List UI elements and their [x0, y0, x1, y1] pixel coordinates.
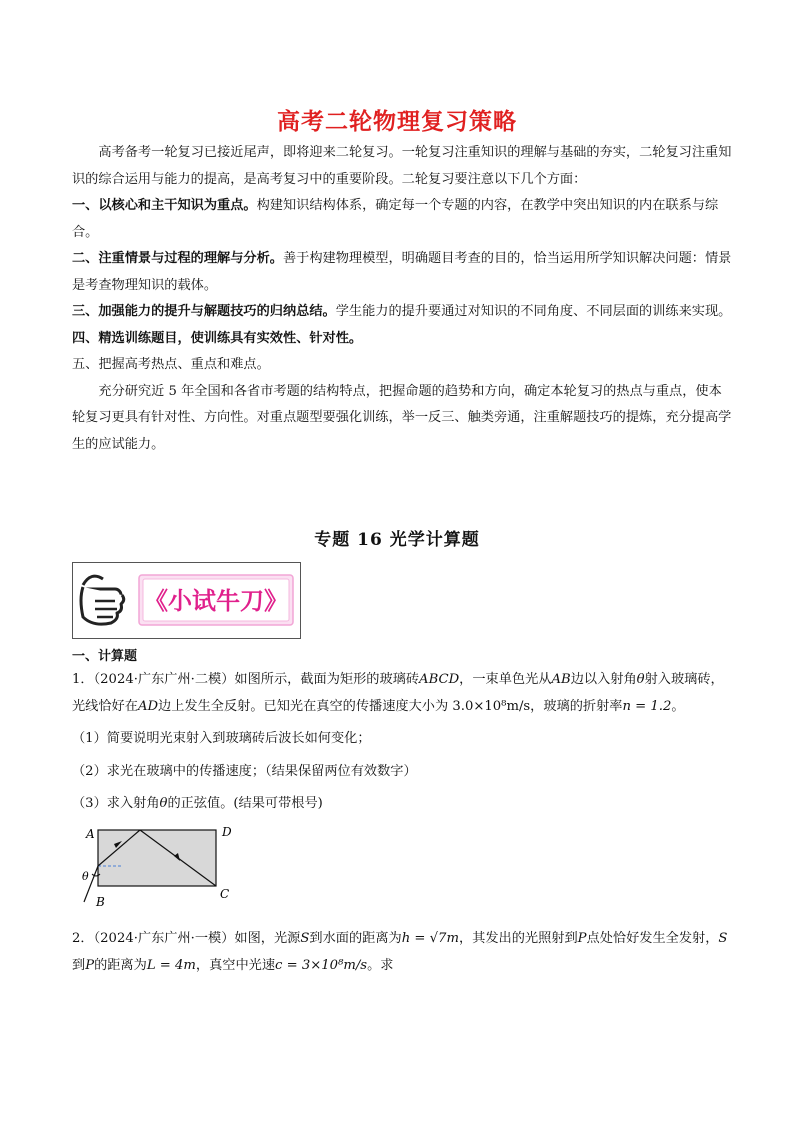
strategy-item-2: [72, 246, 732, 299]
q1-text-4: 射入玻璃砖，光线恰好在: [72, 672, 724, 714]
q1-math-ad: AD: [137, 698, 159, 714]
label-c: C: [220, 886, 230, 901]
q2-text-1: 2．（2024·广东广州·一模）如图，光源: [72, 931, 301, 946]
label-b: B: [96, 894, 105, 909]
q1-math-ab: AB: [551, 672, 571, 687]
q2-math-c: c = 3×10⁸m/s: [275, 957, 368, 973]
strategy-item-2-heading: 二、注重情景与过程的理解与分析。: [72, 251, 283, 266]
page-title: 高考二轮物理复习策略: [277, 109, 517, 135]
q1-math-theta: θ: [636, 672, 645, 687]
question-1-part-1: （1）简要说明光束射入到玻璃砖后波长如何变化；: [72, 731, 371, 746]
q2-text-4: 点处恰好发生全发射，: [586, 931, 719, 946]
label-a: A: [86, 826, 95, 841]
question-2-stem: [72, 926, 732, 979]
q1-text-3: 边以入射角: [570, 672, 637, 687]
label-d: D: [222, 824, 232, 839]
q2-text-2: 到水面的距离为: [309, 931, 402, 946]
banner-graphic: [73, 563, 300, 638]
q1-part3-theta: θ: [159, 796, 168, 811]
q2-math-h: h = √7m: [401, 931, 459, 946]
question-1-part-3: [72, 791, 732, 818]
q1-part3-text-2: 的正弦值。(结果可带根号): [167, 796, 323, 811]
question-1-figure: [78, 822, 732, 921]
q2-math-l: L = 4m: [146, 957, 196, 973]
q1-text-5: 边上发生全反射。已知光在真空的传播速度大小为 3.0×10⁸m/s，玻璃的折射率: [158, 698, 623, 714]
strategy-item-1-text: 构建知识结构体系，确定每一个专题的内容，在教学中突出知识的内在联系与综合。: [72, 198, 719, 240]
topic-title: 专题 16 光学计算题: [314, 530, 480, 550]
label-theta: θ: [82, 869, 89, 883]
strategy-item-1: [72, 193, 732, 246]
q2-text-5: 到: [72, 957, 86, 973]
glass-brick-rect: [98, 830, 216, 886]
strategy-item-3: [72, 299, 732, 326]
question-1-part-2: （2）求光在玻璃中的传播速度；（结果保留两位有效数字）: [72, 763, 417, 779]
strategy-item-1-heading: 一、以核心和主干知识为重点。: [72, 198, 257, 213]
section-heading: 一、计算题: [72, 649, 138, 664]
strategy-item-2-text: 善于构建物理模型，明确题目考查的目的，恰当运用所学知识解决问题：情景是考查物理知识的载体。: [72, 251, 732, 293]
intro-section: [72, 140, 732, 458]
q1-text-2: ，一束单色光从: [459, 672, 552, 687]
q1-math-abcd: ABCD: [419, 672, 460, 687]
strategy-item-4-heading: 四、精选训练题目，使训练具有实效性、针对性。: [72, 330, 363, 346]
q1-text-6: 。: [671, 698, 685, 714]
intro-paragraph: 高考备考一轮复习已接近尾声，即将迎来二轮复习。一轮复习注重知识的理解与基础的夯实，二轮复习注重知识的综合运用与能力的提高，是高考复习中的重要阶段。二轮复习要注意以下几个方面：: [72, 145, 732, 187]
strategy-item-5: 五、把握高考热点、重点和难点。: [72, 357, 270, 372]
q1-text-1: 1．（2024·广东广州·二模）如图所示，截面为矩形的玻璃砖: [72, 672, 420, 687]
q2-math-s2: S: [718, 931, 728, 946]
pointing-hand-icon: [77, 569, 135, 631]
question-1-stem: [72, 667, 732, 720]
strategy-item-3-text: 学生能力的提升要通过对知识的不同角度、不同层面的训练来实现。: [335, 304, 732, 319]
q2-text-6: 的距离为: [94, 957, 147, 973]
strategy-item-3-heading: 三、加强能力的提升与解题技巧的归纳总结。: [72, 304, 336, 319]
glass-brick-diagram: [78, 822, 248, 910]
q2-text-7: ，真空中光速: [195, 957, 276, 973]
section-banner: [72, 562, 301, 639]
q2-math-p: P: [577, 931, 587, 946]
q2-text-3: ，其发出的光照射到: [458, 931, 578, 946]
banner-title: 《小试牛刀》: [144, 587, 288, 615]
q2-math-s: S: [300, 931, 310, 946]
problem-list: [72, 667, 732, 979]
q1-part3-text-1: （3）求入射角: [72, 796, 160, 811]
strategy-item-4: [72, 326, 732, 353]
q2-text-8: 。求: [367, 957, 394, 973]
closing-paragraph: 充分研究近 5 年全国和各省市考题的结构特点，把握命题的趋势和方向，确定本轮复习的热点与重点，使本轮复习更具有针对性、方向性。对重点题型要强化训练，举一反三、触类旁通，注重解题技巧的提炼，充分提高学生的应试能力。: [72, 383, 732, 452]
q1-math-n: n = 1.2: [622, 698, 672, 714]
q2-math-p2: P: [85, 957, 95, 973]
